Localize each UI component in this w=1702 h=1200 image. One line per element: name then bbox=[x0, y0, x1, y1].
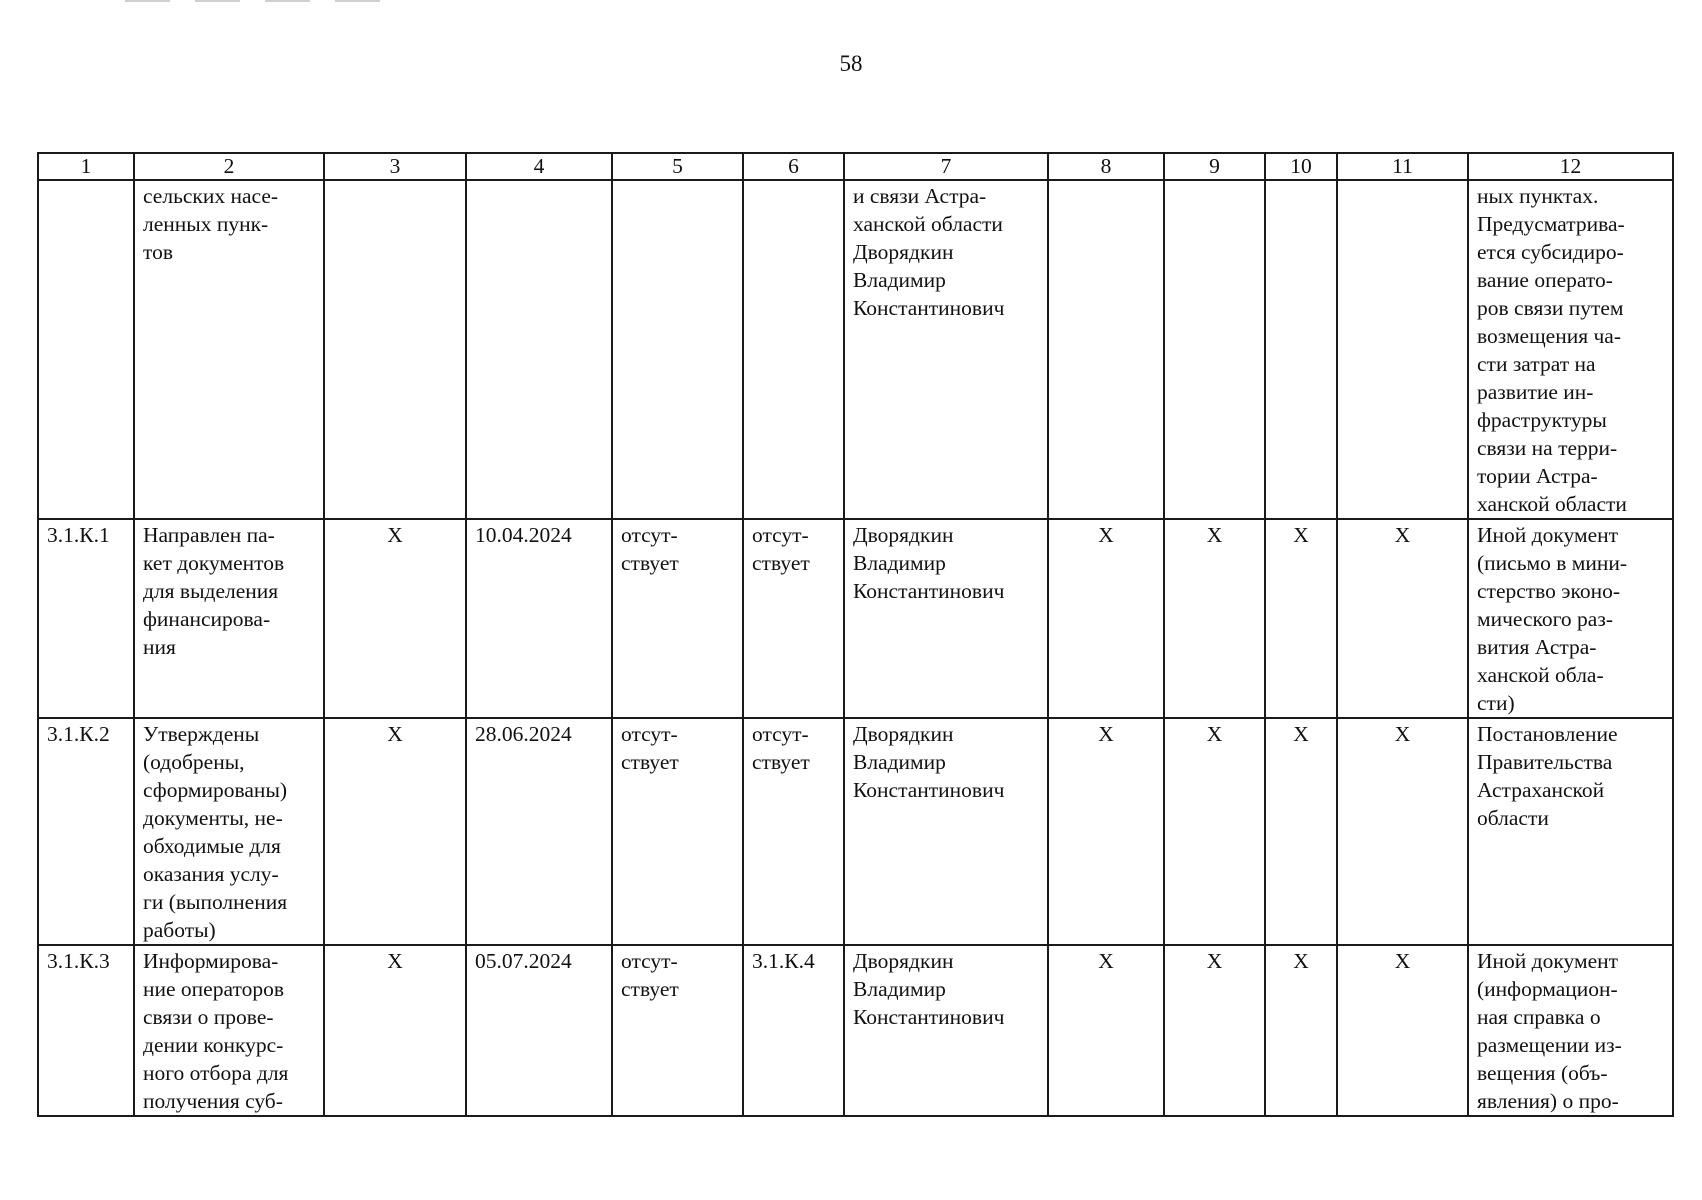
column-header: 9 bbox=[1164, 153, 1265, 180]
table-row bbox=[38, 945, 1673, 1116]
cell-responsible: Дворядкин Владимир Константинович bbox=[844, 519, 1048, 718]
cell-date bbox=[466, 180, 612, 519]
column-header: 7 bbox=[844, 153, 1048, 180]
table-row bbox=[38, 519, 1673, 718]
cell-col11: X bbox=[1337, 718, 1468, 945]
table-header-row bbox=[38, 153, 1673, 180]
cell-description: сельских насе- ленных пунк- тов bbox=[134, 180, 324, 519]
cell-col5: отсут- ствует bbox=[612, 718, 743, 945]
cell-col3 bbox=[324, 180, 466, 519]
cell-col8: X bbox=[1048, 519, 1164, 718]
cell-col8: X bbox=[1048, 718, 1164, 945]
cell-col5: отсут- ствует bbox=[612, 519, 743, 718]
cell-col10: X bbox=[1265, 945, 1337, 1116]
cell-responsible: Дворядкин Владимир Константинович bbox=[844, 718, 1048, 945]
cell-number: 3.1.К.1 bbox=[38, 519, 134, 718]
cell-col6: отсут- ствует bbox=[743, 519, 844, 718]
cell-responsible: и связи Астра- ханской области Дворядкин Владимир Константинович bbox=[844, 180, 1048, 519]
cell-number bbox=[38, 180, 134, 519]
cell-col8 bbox=[1048, 180, 1164, 519]
cell-col6: 3.1.К.4 bbox=[743, 945, 844, 1116]
cell-col10: X bbox=[1265, 519, 1337, 718]
column-header: 4 bbox=[466, 153, 612, 180]
cell-col5 bbox=[612, 180, 743, 519]
column-header: 5 bbox=[612, 153, 743, 180]
column-header: 2 bbox=[134, 153, 324, 180]
cell-document: Постановление Правительства Астраханской области bbox=[1468, 718, 1673, 945]
cell-col9: X bbox=[1164, 718, 1265, 945]
table-row bbox=[38, 718, 1673, 945]
cell-responsible: Дворядкин Владимир Константинович bbox=[844, 945, 1048, 1116]
column-header: 3 bbox=[324, 153, 466, 180]
cell-description: Утверждены (одобрены, сформированы) документы, не- обходимые для оказания услу- ги (выполнения работы) bbox=[134, 718, 324, 945]
cell-col8: X bbox=[1048, 945, 1164, 1116]
cell-description: Направлен па- кет документов для выделения финансирова- ния bbox=[134, 519, 324, 718]
table-row bbox=[38, 180, 1673, 519]
cell-col10 bbox=[1265, 180, 1337, 519]
cell-col3: X bbox=[324, 519, 466, 718]
column-header: 6 bbox=[743, 153, 844, 180]
cell-col9: X bbox=[1164, 945, 1265, 1116]
cell-col11 bbox=[1337, 180, 1468, 519]
column-header: 8 bbox=[1048, 153, 1164, 180]
cell-col9 bbox=[1164, 180, 1265, 519]
page-number: 58 bbox=[839, 51, 863, 76]
column-header: 1 bbox=[38, 153, 134, 180]
cell-date: 10.04.2024 bbox=[466, 519, 612, 718]
cell-col3: X bbox=[324, 718, 466, 945]
cell-col6 bbox=[743, 180, 844, 519]
cell-document: Иной документ (письмо в мини- стерство эконо- мического раз- вития Астра- ханской обла- сти) bbox=[1468, 519, 1673, 718]
cell-date: 28.06.2024 bbox=[466, 718, 612, 945]
cell-col11: X bbox=[1337, 945, 1468, 1116]
cell-date: 05.07.2024 bbox=[466, 945, 612, 1116]
column-header: 11 bbox=[1337, 153, 1468, 180]
cell-col9: X bbox=[1164, 519, 1265, 718]
cell-document: ных пунктах. Предусматрива- ется субсидиро- вание операто- ров связи путем возмещения ча- сти затрат на развитие ин- фраструктуры связи на терри- тории Астра- ханской области bbox=[1468, 180, 1673, 519]
cell-col11: X bbox=[1337, 519, 1468, 718]
cell-document: Иной документ (информацион- ная справка о размещении из- вещения (объ- явления) о про- bbox=[1468, 945, 1673, 1116]
column-header: 12 bbox=[1468, 153, 1673, 180]
cell-col5: отсут- ствует bbox=[612, 945, 743, 1116]
cell-number: 3.1.К.3 bbox=[38, 945, 134, 1116]
plan-table bbox=[37, 152, 1674, 1117]
cell-description: Информирова- ние операторов связи о прове- дении конкурс- ного отбора для получения суб- bbox=[134, 945, 324, 1116]
scan-edge-mark bbox=[125, 0, 395, 2]
cell-col3: X bbox=[324, 945, 466, 1116]
cell-col6: отсут- ствует bbox=[743, 718, 844, 945]
cell-number: 3.1.К.2 bbox=[38, 718, 134, 945]
column-header: 10 bbox=[1265, 153, 1337, 180]
cell-col10: X bbox=[1265, 718, 1337, 945]
